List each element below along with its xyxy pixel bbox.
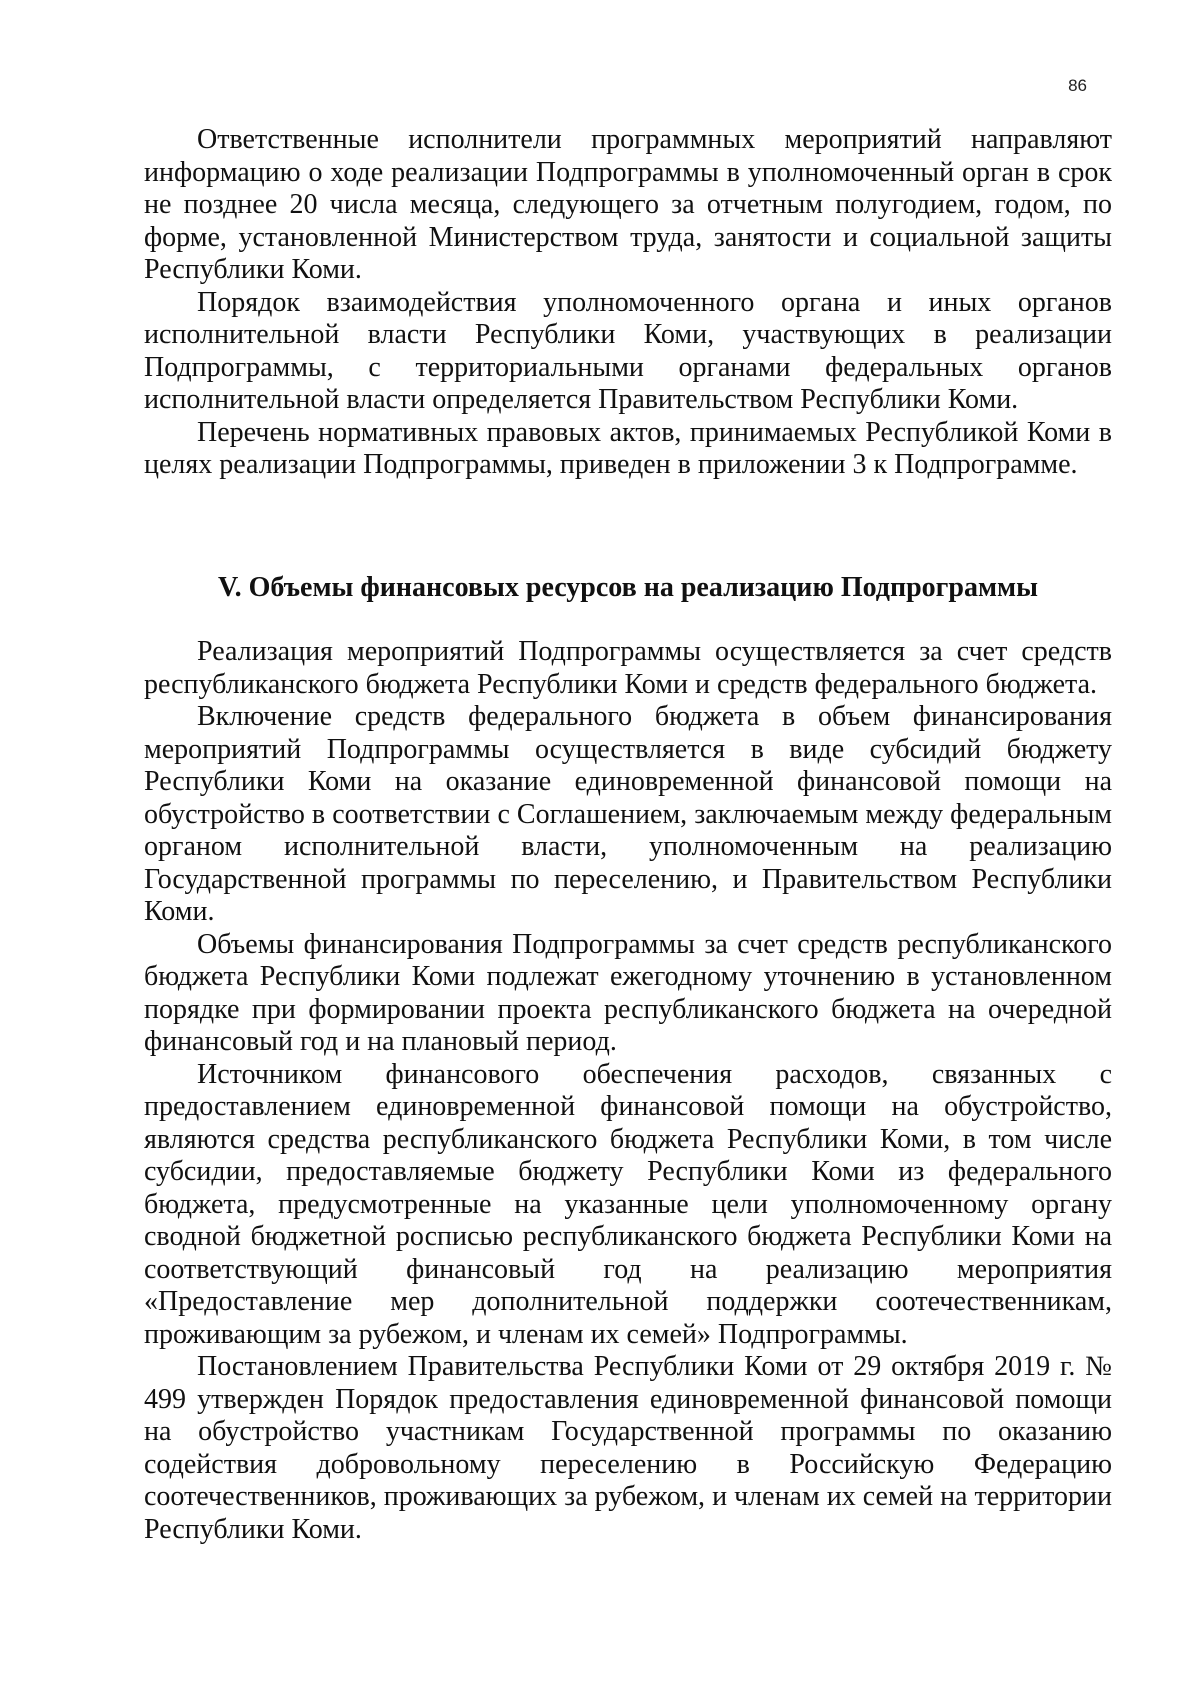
paragraph-annual-adjustment: Объемы финансирования Подпрограммы за счет средств республиканского бюджета Республики Коми подлежат ежегодному уточнению в установленном порядке при формировании проекта республиканского бюджета на очередной финансовый год и на плановый период. bbox=[144, 928, 1112, 1057]
paragraph-funding-sources: Реализация мероприятий Подпрограммы осуществляется за счет средств республиканского бюджета Республики Коми и средств федерального бюджета. bbox=[144, 636, 1112, 700]
paragraph-legal-acts: Перечень нормативных правовых актов, принимаемых Республикой Коми в целях реализации Подпрограммы, приведен в приложении 3 к Подпрограмме. bbox=[144, 416, 1112, 480]
page-number: 86 bbox=[1068, 76, 1087, 95]
section-heading: V. Объемы финансовых ресурсов на реализацию Подпрограммы bbox=[218, 571, 1038, 603]
paragraph-reporting: Ответственные исполнители программных мероприятий направляют информацию о ходе реализации Подпрограммы в уполномоченный орган в срок не позднее 20 числа месяца, следующего за отчетным полугодием, годом, по форме, установленной Министерством труда, занятости и социальной защиты Республики Коми. bbox=[144, 124, 1112, 285]
spacer bbox=[144, 604, 1112, 636]
spacer bbox=[144, 482, 1112, 572]
paragraph-financial-source: Источником финансового обеспечения расходов, связанных с предоставлением единовременной финансовой помощи на обустройство, являются средства республиканского бюджета Республики Коми, в том числе субсидии, предоставляемые бюджету Республики Коми из федерального бюджета, предусмотренные на указанные цели уполномоченному органу сводной бюджетной росписью республиканского бюджета Республики Коми на соответствующий финансовый год на реализацию мероприятия «Предоставление мер дополнительной поддержки соотечественникам, проживающим за рубежом, и членам их семей» Подпрограммы. bbox=[144, 1058, 1112, 1350]
paragraph-interaction: Порядок взаимодействия уполномоченного органа и иных органов исполнительной власти Республики Коми, участвующих в реализации Подпрограммы, с территориальными органами федеральных органов исполнительной власти определяется Правительством Республики Коми. bbox=[144, 286, 1112, 415]
document-body bbox=[144, 124, 1112, 1546]
paragraph-resolution: Постановлением Правительства Республики Коми от 29 октября 2019 г. № 499 утвержден Порядок предоставления единовременной финансовой помощи на обустройство участникам Государственной программы по оказанию содействия добровольному переселению в Российскую Федерацию соотечественников, проживающих за рубежом, и членам их семей на территории Республики Коми. bbox=[144, 1351, 1112, 1545]
paragraph-federal-inclusion: Включение средств федерального бюджета в объем финансирования мероприятий Подпрограммы осуществляется в виде субсидий бюджету Республики Коми на оказание единовременной финансовой помощи на обустройство в соответствии с Соглашением, заключаемым между федеральным органом исполнительной власти, уполномоченным на реализацию Государственной программы по переселению, и Правительством Республики Коми. bbox=[144, 701, 1112, 927]
